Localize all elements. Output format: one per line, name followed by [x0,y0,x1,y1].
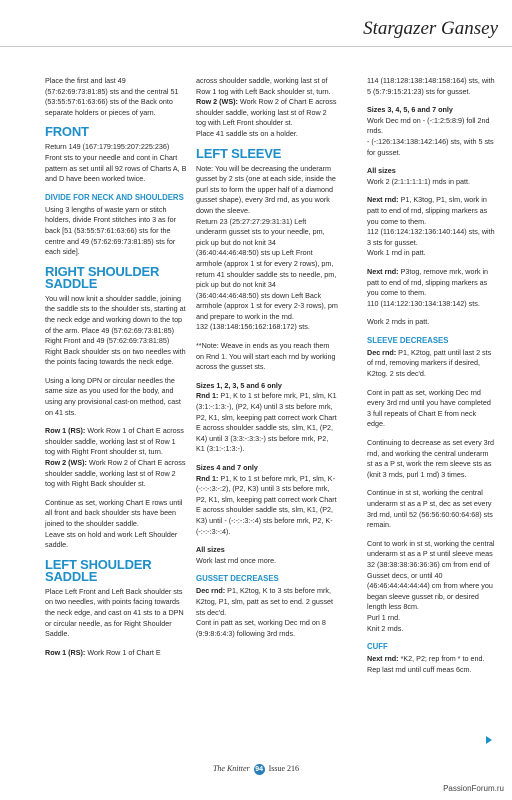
paragraph-text: Work Row 1 of Chart E across shoulder saddle, working last st of Row 1 tog with Right Front shoulder st, turn. [45,426,184,457]
row-label: Row 2 (WS): [45,458,87,468]
paragraph: Purl 1 rnd. [367,612,401,622]
sizes-heading: All sizes [367,166,396,176]
sizes-heading: Sizes 4 and 7 only [196,463,258,472]
paragraph-text: Work Row 2 of Chart E across shoulder saddle, working last st of Row 2 tog with Right Back shoulder st. [45,458,186,489]
paragraph: 110 (114:122:130:134:138:142) sts. [367,298,480,308]
paragraph [45,426,187,458]
paragraph: Return 149 (167:179:195:207:225:236) Front sts to your needle and cont in Chart pattern as set until all 92 rows of Charts A, B and D have been worked twice. [45,142,187,184]
paragraph: You will now knit a shoulder saddle, joining the saddle sts to the shoulder sts, starting at the neck edge and working down to the top of the arm. Place 49 (57:62:69:73:81:85) Right Front and 49 (57:62:69:73:81:85) Right Back shoulder sts on two needles with the points facing towards the neck edge. [45,293,186,367]
paragraph [45,648,187,659]
paragraph: Work 2 (2:1:1:1:1:1) rnds in patt. [367,176,470,186]
paragraph [196,391,338,455]
section-heading-right-shoulder: RIGHT SHOULDER SADDLE [45,263,160,291]
section-heading-sleeve-decreases: SLEEVE DECREASES [367,335,449,345]
paragraph: Work 2 rnds in patt. [367,317,430,327]
row-label: Dec rnd: [196,586,226,596]
column-2 [196,76,338,647]
section-heading-divide: DIVIDE FOR NECK AND SHOULDERS [45,192,184,202]
paragraph: Continue as set, working Chart E rows until all front and back shoulder sts have been joined to the shoulder saddle. [45,497,183,528]
row-label: Dec rnd: [367,347,397,357]
paragraph: 114 (118:128:138:148:158:164) sts, with 5 (5:7:9:15:21:23) sts for gusset. [367,76,495,96]
column-1 [45,76,187,666]
paragraph: **Note: Weave in ends as you reach them on Rnd 1. You will start each rnd by working across the gusset sts. [196,341,336,372]
page-footer [0,764,512,775]
paragraph [367,195,495,227]
row-label: Rnd 1: [196,473,219,483]
paragraph [196,97,338,129]
row-label: Row 1 (RS): [45,426,86,436]
paragraph-text: Work Row 2 of Chart E across shoulder saddle, working last st of Row 2 tog with Left Front shoulder st. [196,97,337,128]
paragraph-text: P1, K to 1 st before mrk, P1, slm, K1 (3:1:-:1:3:-), (P2, K4) until 3 sts before mrk, P2, K1, slm, keeping patt correct work Chart E across shoulder saddle sts, slm, K1, (P2, K4) until 3 (3:3:-:3:3:-) sts before mrk, P2, K1 (3:1:-:1:3:-). [196,391,337,454]
paragraph: Cont in patt as set, working Dec rnd on 8 (9:9:8:6:4:3) following 3rd rnds. [196,618,326,638]
paragraph: across shoulder saddle, working last st of Row 1 tog with Left Back shoulder st, turn. [196,76,331,96]
paragraph: Using a long DPN or circular needles the same size as you used for the body, and using any provisional cast-on method, cast on 41 sts. [45,375,181,417]
section-heading-left-shoulder: LEFT SHOULDER SADDLE [45,556,152,584]
paragraph: 132 (138:148:156:162:168:172) sts. [196,322,310,332]
page-number-badge: 94 [255,766,263,773]
paragraph: Cont to work in st st, working the central underarm st as a P st until sleeve meas 32 (38:38:38:36:36:36) cm from end of Gusset decs, or until 40 (46:46:44:44:44:44) cm from where you began sleeve gusset rib, or desired length less 8cm. [367,538,495,612]
paragraph: Return 23 (25:27:27:29:31:31) Left underarm gusset sts to your needle, pm, pick up but do not knit 34 (36:40:44:46:48:50) sts up Left Front armhole (approx 1 st for every 2 rows), pm, return 41 shoulder saddle sts to needle, pm, pick up but do not knit 34 (36:40:44:46:48:50) sts down Left Back armhole (approx 1 st for every 2-3 rows), pm and prepare to work in the rnd. [196,216,338,321]
paragraph [45,458,187,490]
section-heading-left-sleeve: LEFT SLEEVE [196,145,282,161]
row-label: Next rnd: [367,195,399,205]
sizes-heading: Sizes 1, 2, 3, 5 and 6 only [196,380,282,390]
watermark: PassionForum.ru [443,784,504,793]
row-label: Rnd 1: [196,391,219,401]
paragraph: Leave sts on hold and work Left Shoulder saddle. [45,529,178,550]
paragraph [367,348,495,380]
sizes-heading: All sizes [196,545,225,555]
paragraph: Cont in patt as set, working Dec rnd every 3rd rnd until you have completed 3 full repeats of Chart E from neck edge. [367,387,491,429]
section-heading-front: FRONT [45,124,89,140]
paragraph-text: P1, K2tog, patt until last 2 sts of rnd, removing markers if desired, K2tog. 2 sts dec'd. [367,347,492,379]
paragraph-text: *K2, P2; rep from * to end. [400,654,485,664]
paragraph [196,474,338,538]
section-heading-gusset: GUSSET DECREASES [196,574,279,584]
title-divider [0,46,512,47]
paragraph-text: P1, K2tog, K to 3 sts before mrk, K2tog, P1, slm, patt as set to end. 2 gusset sts dec'd. [196,586,334,617]
paragraph: Place Left Front and Left Back shoulder sts on two needles, with points facing towards the neck edge, and cast on 41 sts to a DPN or circular needle, as for Right Shoulder Saddle. [45,586,184,639]
section-heading-cuff: CUFF [367,642,388,652]
sizes-heading: Sizes 3, 4, 5, 6 and 7 only [367,105,453,115]
page-title: Stargazer Gansey [363,18,498,39]
paragraph: Knit 2 rnds. [367,623,404,633]
paragraph-text: P1, K to 1 st before mrk, P1, slm, K- (-:-:-:3:-:2), (P2, K3) until 3 sts before mrk, P2, K1, slm, keeping patt correct work Chart E across shoulder saddle sts, slm, K1, (P2, K3) until - (-:-:-:3:-:4) sts before mrk, P2, K- (-:-:-:3:-:4). [196,473,337,536]
paragraph [367,267,495,299]
paragraph: Work last rnd once more. [196,555,277,565]
row-label: Next rnd: [367,266,399,276]
paragraph: Work Dec rnd on - (-:1:2:5:8:9) foll 2nd rnds. [367,115,490,136]
row-label: Next rnd: [367,654,399,664]
issue-number: Issue 216 [268,764,300,773]
paragraph: 112 (116:124:132:136:140:144) sts, with 3 sts for gusset. [367,227,495,247]
paragraph: Note: You will be decreasing the underarm gusset by 2 sts (one at each side, inside the purl sts to form the upper half of a diamond gusset shape), every 3rd rnd, as you work down the sleeve. [196,163,336,215]
paragraph-text: P1, K3tog, P1, slm, work in patt to end of rnd, slipping markers as you come to them. [367,195,488,226]
magazine-name: The Knitter [212,764,250,773]
paragraph: Continue in st st, working the central underarm st as a P st, dec as set every 3rd rnd, until 52 (56:56:60:60:64:68) sts remain. [367,488,493,530]
paragraph-text: Work Row 1 of Chart E [87,647,161,657]
paragraph [196,586,338,618]
row-label: Row 1 (RS): [45,647,86,657]
paragraph: Using 3 lengths of waste yarn or stitch holders, divide Front stitches into 3 as for back [51 (53:55:57:61:63:66) sts for the centre and 49 (57:62:69:73:81:85) sts for each side]. [45,204,177,257]
paragraph: - (-:126:134:138:142:146) sts, with 5 sts for gusset. [367,136,494,157]
paragraph: Place 41 saddle sts on a holder. [196,128,298,138]
paragraph: Place the first and last 49 (57:62:69:73:81:85) sts and the central 51 (53:55:57:61:63:66) sts of the Back onto separate holders or pieces of yarn. [45,76,179,117]
paragraph-text: P3tog, remove mrk, work in patt to end of rnd, slipping markers as you come to them. [367,266,489,298]
column-3 [367,76,495,683]
paragraph: Work 1 rnd in patt. [367,248,426,258]
continue-arrow-icon [486,736,492,744]
paragraph [367,654,495,665]
row-label: Row 2 (WS): [196,97,238,107]
paragraph: Rep last rnd until cuff meas 6cm. [367,664,472,674]
paragraph: Continuing to decrease as set every 3rd rnd, and working the central underarm st as a P st, work the rem sleeve sts as (knit 3 rnds, purl 1 rnd) 3 times. [367,438,495,479]
